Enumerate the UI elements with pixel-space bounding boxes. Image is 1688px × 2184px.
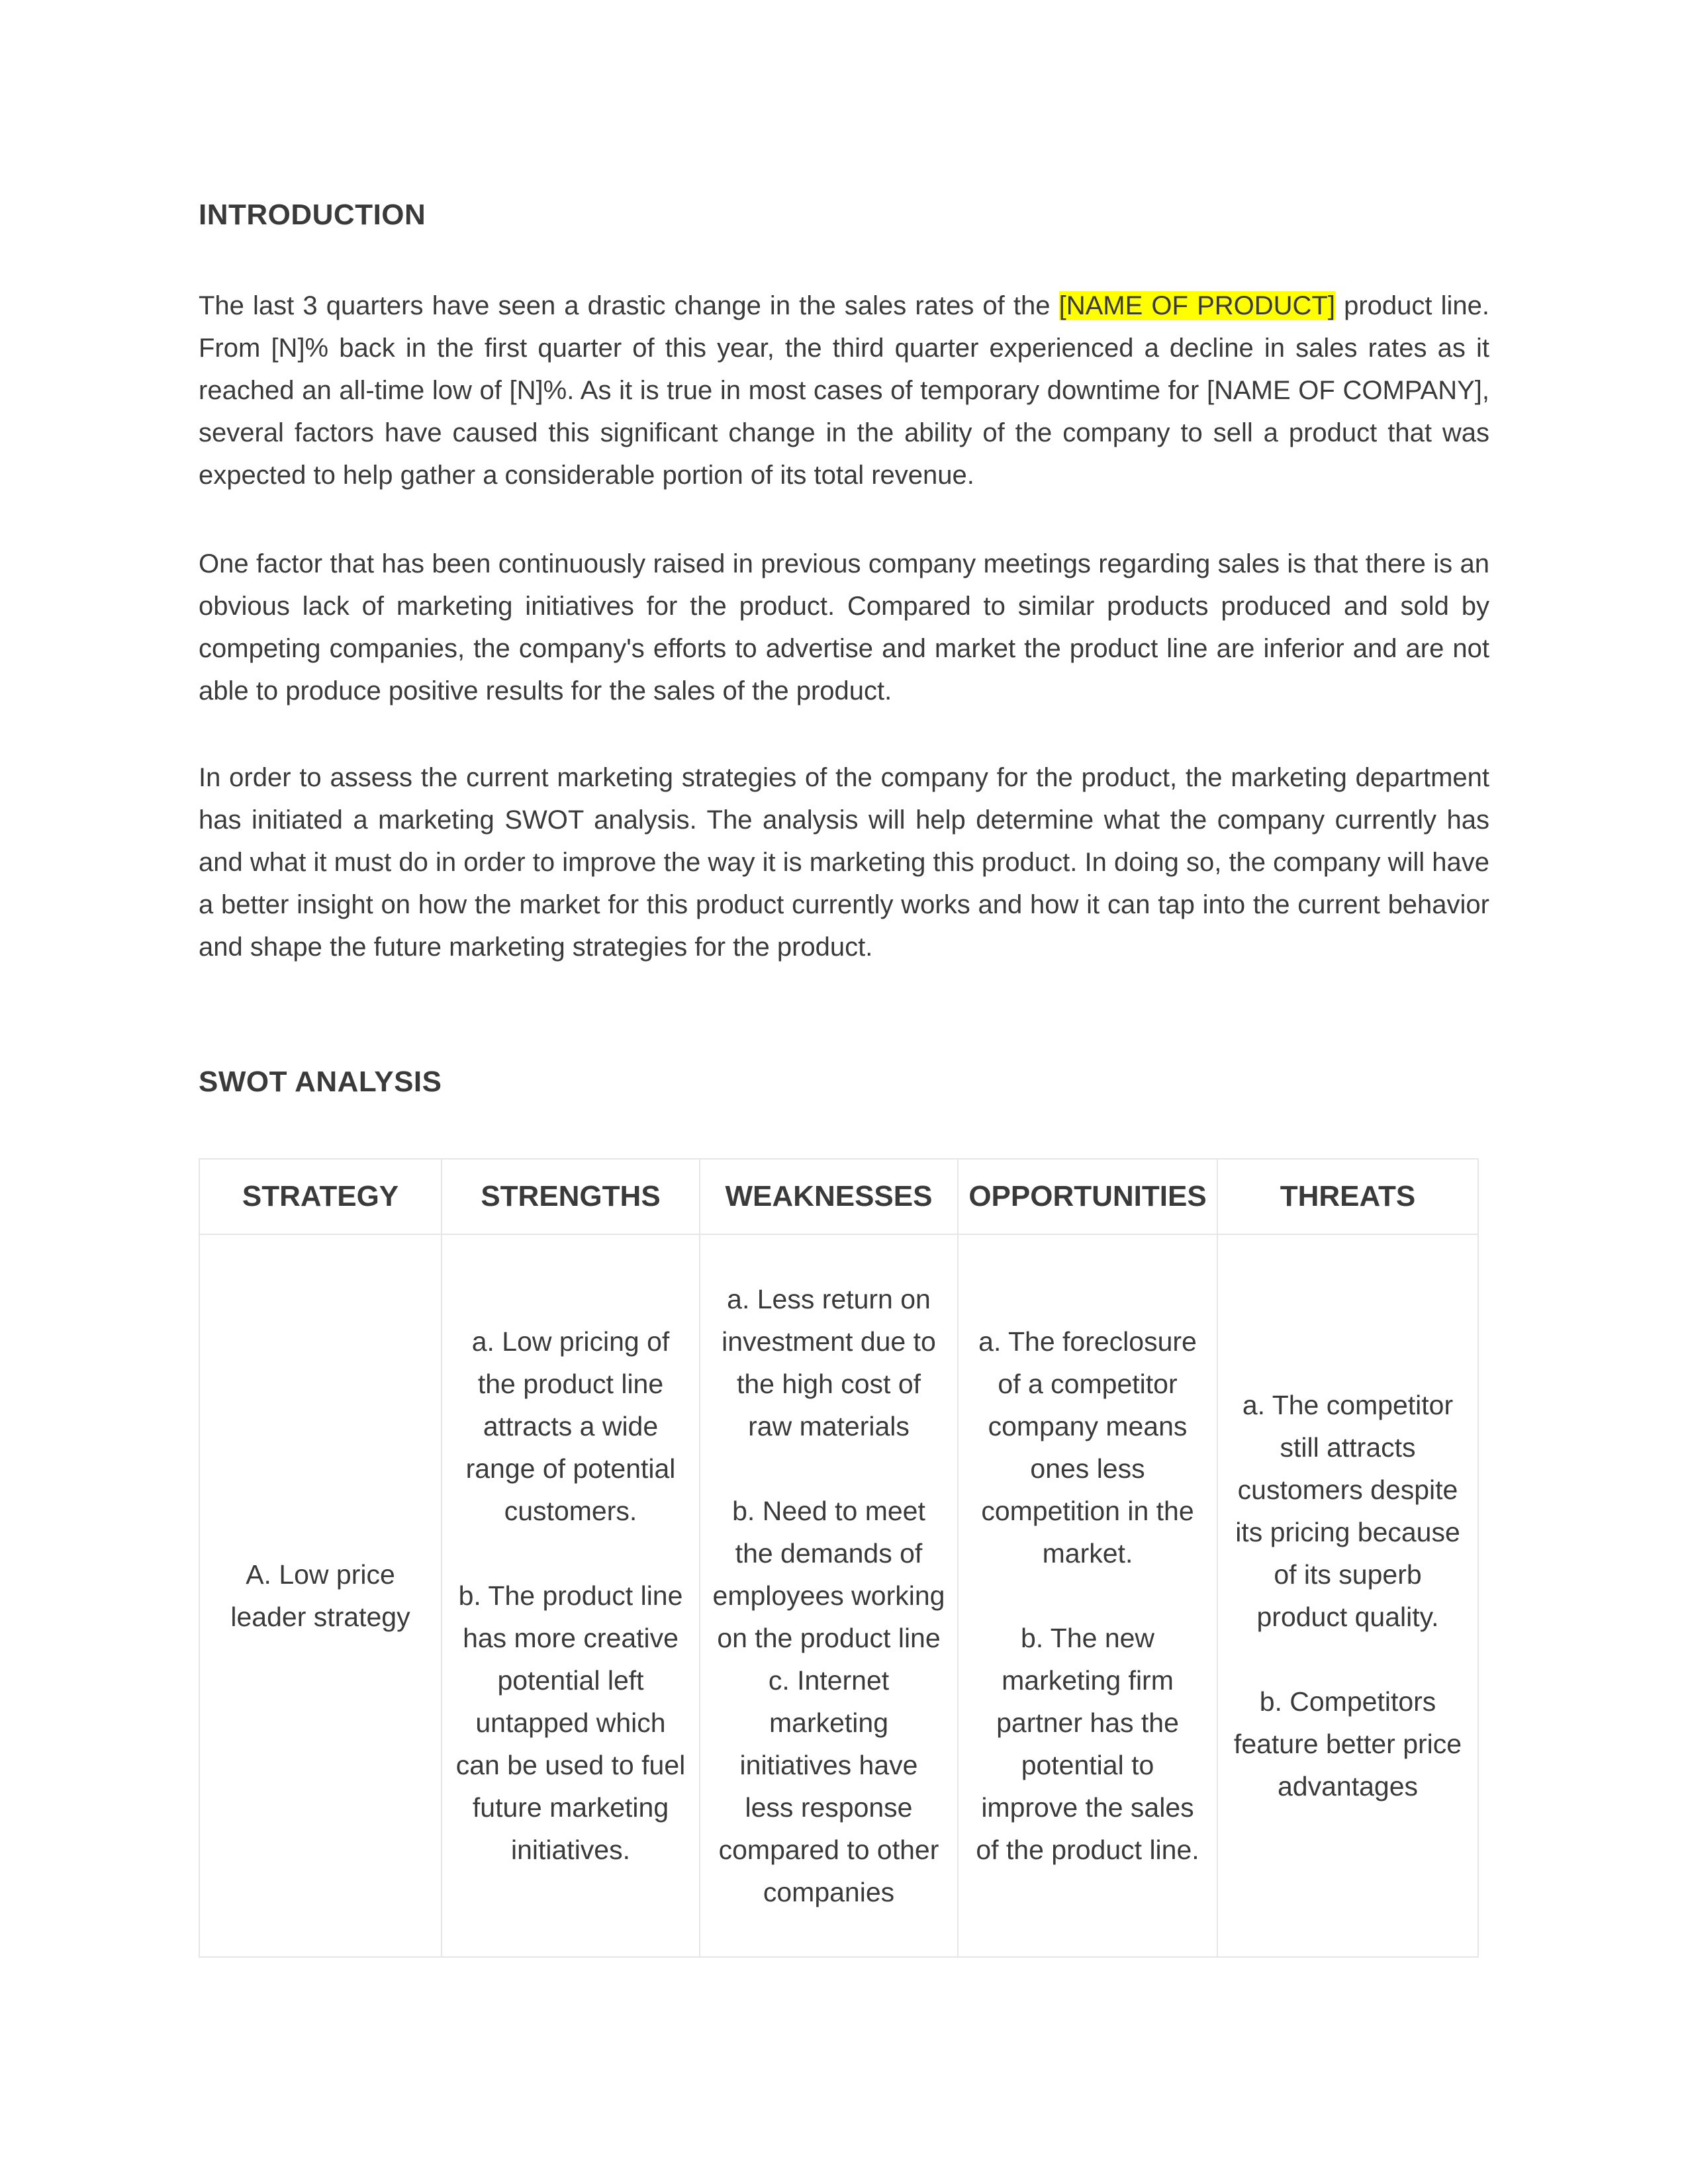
weaknesses-cell bbox=[700, 1234, 958, 1957]
strength-item: a. Low pricing of the product line attracts a wide range of potential customers. bbox=[465, 1326, 676, 1526]
opportunity-item: b. The new marketing firm partner has the potential to improve the sales of the product line. bbox=[976, 1623, 1199, 1865]
strategy-cell bbox=[199, 1234, 442, 1957]
threats-cell bbox=[1217, 1234, 1478, 1957]
weakness-item: c. Internet marketing initiatives have less response compared to other companies bbox=[718, 1665, 939, 1907]
intro-paragraph-2: One factor that has been continuously raised in previous company meetings regarding sales is that there is an obvious lack of marketing initiatives for the product. Compared to similar products produced and sold by competing companies, the company's efforts to advertise and market the product line are inferior and are not able to produce positive results for the sales of the product. bbox=[199, 549, 1489, 705]
intro-p1-text-before: The last 3 quarters have seen a drastic change in the sales rates of the bbox=[199, 291, 1059, 320]
strengths-cell bbox=[442, 1234, 700, 1957]
weakness-item: a. Less return on investment due to the high cost of raw materials bbox=[722, 1284, 936, 1441]
column-header-weaknesses: WEAKNESSES bbox=[700, 1159, 958, 1234]
swot-analysis-heading: SWOT ANALYSIS bbox=[199, 1066, 442, 1098]
intro-p1-text-after: product line. From [N]% back in the first quarter of this year, the third quarter experienced a decline in sales rates as it reached an all-time low of [N]%. As it is true in most cases of temporary downtime for [NAME OF COMPANY], several factors have caused this significant change in the ability of the company to sell a product that was expected to help gather a considerable portion of its total revenue. bbox=[199, 291, 1489, 490]
opportunity-item: a. The foreclosure of a competitor company means ones less competition in the market. bbox=[978, 1326, 1197, 1569]
strength-item: b. The product line has more creative potential left untapped which can be used to fuel future marketing initiatives. bbox=[455, 1580, 686, 1865]
column-header-opportunities: OPPORTUNITIES bbox=[958, 1159, 1217, 1234]
threat-item: b. Competitors feature better price advantages bbox=[1233, 1686, 1462, 1801]
column-header-strategy: STRATEGY bbox=[199, 1159, 442, 1234]
table-row bbox=[199, 1234, 1478, 1957]
weakness-item: b. Need to meet the demands of employees working on the product line bbox=[712, 1496, 945, 1653]
swot-header-row bbox=[199, 1159, 1478, 1234]
intro-paragraph-3: In order to assess the current marketing strategies of the company for the product, the marketing department has initiated a marketing SWOT analysis. The analysis will help determine what the company currently has and what it must do in order to improve the way it is marketing this product. In doing so, the company will have a better insight on how the market for this product currently works and how it can tap into the current behavior and shape the future marketing strategies for the product. bbox=[199, 763, 1489, 962]
threat-item: a. The competitor still attracts customers despite its pricing because of its superb product quality. bbox=[1235, 1390, 1460, 1632]
strategy-text: A. Low price leader strategy bbox=[230, 1559, 410, 1632]
product-name-placeholder: [NAME OF PRODUCT] bbox=[1058, 291, 1335, 320]
column-header-threats: THREATS bbox=[1217, 1159, 1478, 1234]
intro-paragraph-1 bbox=[199, 285, 1489, 496]
column-header-strengths: STRENGTHS bbox=[442, 1159, 700, 1234]
swot-table bbox=[199, 1158, 1479, 1958]
opportunities-cell bbox=[958, 1234, 1217, 1957]
introduction-heading: INTRODUCTION bbox=[199, 199, 426, 231]
